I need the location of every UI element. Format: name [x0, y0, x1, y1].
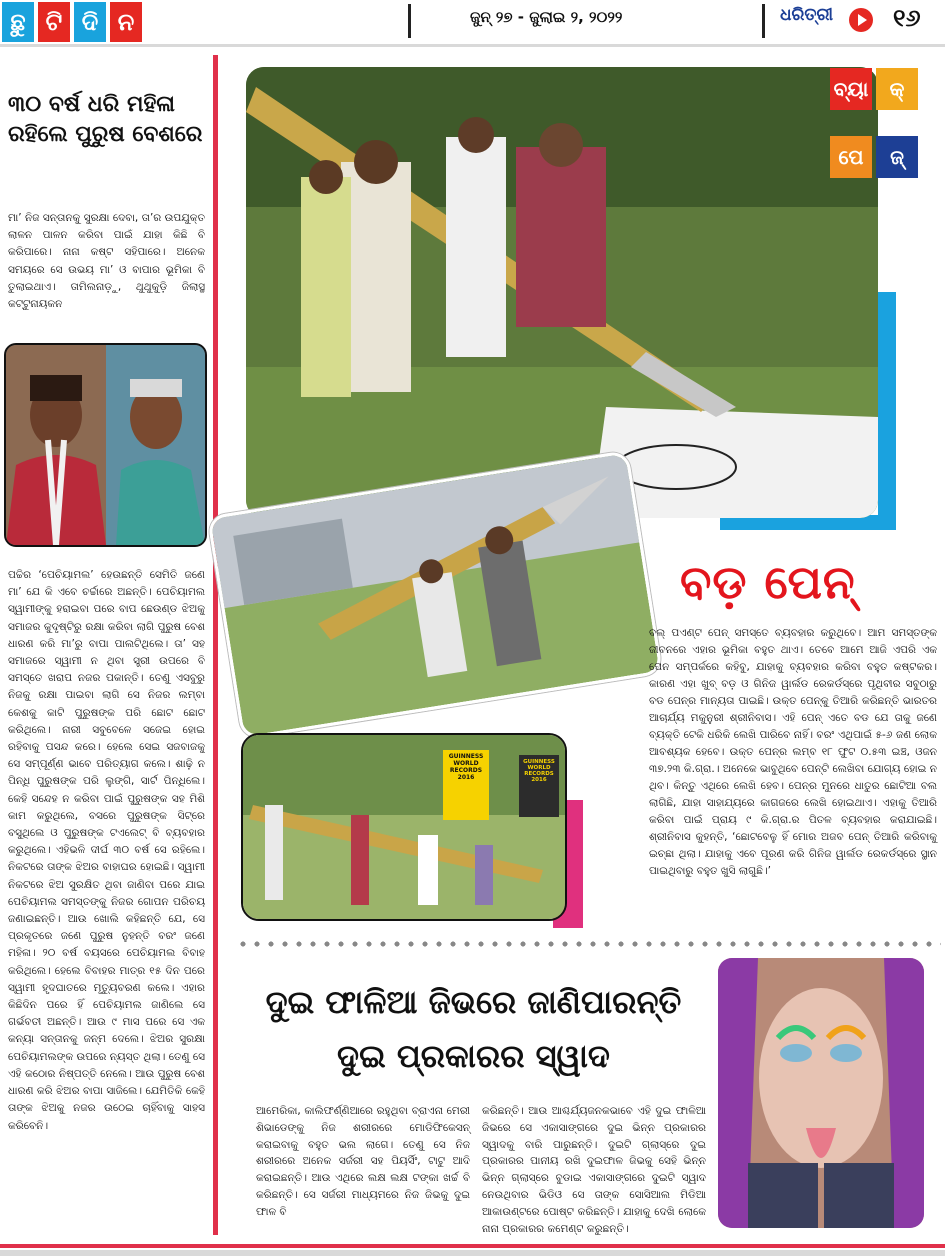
- play-circle-icon: [849, 8, 873, 32]
- left-story-intro: ମା’ ନିଜ ସନ୍ତାନକୁ ସୁରକ୍ଷା ଦେବା, ତା’ର ଉପଯୁକ୍ତ ଲାଳନ ପାଳନ କରିବା ପାଇଁ ଯାହା କିଛି ବି କରିପାରେ। ନାନା କଷ୍ଟ ସହିପାରେ। ଅନେକ ସମୟରେ ସେ ଉଭୟ ମା’ ଓ ବାପାର ଭୂମିକା ବି ତୁଲାଇଥାଏ। ତାମିଲନାଡ଼ୁ, ଥୁଥୁକୁଡ଼ି ଜିଲାସ୍ଥ କଟ୍ଟୁନାୟକନ: [8, 212, 205, 311]
- column-divider: [213, 55, 218, 1235]
- section-logo-letter: ଦି: [74, 2, 106, 42]
- footer-rule: [0, 1244, 945, 1248]
- section-logo-letter: ନ: [110, 2, 142, 42]
- pen-record-photo: [241, 733, 567, 921]
- issue-date: ଜୁନ୍ ୨୭ - ଜୁଲାଇ ୨, ୨୦୨୨: [470, 8, 623, 26]
- left-story-title: ୩୦ ବର୍ଷ ଧରି ମହିଳା ରହିଲେ ପୁରୁଷ ବେଶରେ: [8, 92, 203, 147]
- left-story-photo: [4, 343, 207, 547]
- footer-rule: [0, 1250, 945, 1256]
- back-page-badge-letter: ଜ୍: [876, 136, 918, 178]
- left-story-body: ପଚ୍ଚିର ‘ପେଚିୟାମଲ’ ହେଉଛନ୍ତି ସେମିତି ଜଣେ ମା’ ଯେ କି ଏବେ ଚର୍ଚ୍ଚାରେ ଅଛନ୍ତି। ପେଚିୟାମଲ ସ୍ୱାମୀଙ୍କୁ ହରାଇବା ପରେ ବାପ ଛେଉଣ୍ଡ ଝିଅକୁ ସମାଜର କୁଦୃଷ୍ଟିରୁ ରକ୍ଷା କରିବା ଲାଗି ପୁରୁଷ ବେଶ ଧାରଣ କରି ମା’ରୁ ବାପା ପାଲଟିଥିଲେ। ତା’ ସହ ସମାଜରେ ସ୍ୱାମୀ ନ ଥିବା ସ୍ତ୍ରୀ ଉପରେ ବି ସମସ୍ତେ ଖରାପ ନଜର ପକାନ୍ତି। ତେଣୁ ଏସବୁରୁ ନିଜକୁ ରକ୍ଷା ପାଇବା ଲାଗି ସେ ନିଜର ଲମ୍ବା କେଶକୁ କାଟି ପୁରୁଷଙ୍କ ପରି ଛୋଟ ଛୋଟ କରିଥିଲେ। ନାରୀ ସବୁବେଳେ ସଜେଇ ହୋଇ ରହିବାକୁ ପସନ୍ଦ କରେ। ହେଲେ ସେଇ ସଜବାଜକୁ ସେ ସମ୍ପୂର୍ଣ୍ଣ ଭାବେ ପରିତ୍ୟାଗ କଲେ। ଶାଢ଼ି ନ ପିନ୍ଧି ପୁରୁଷଙ୍କ ପରି ଲୁଙ୍ଗି, ସାର୍ଟ ପିନ୍ଧିଲେ। କେହି ସନ୍ଦେହ ନ କରିବା ପାଇଁ ପୁରୁଷଙ୍କ ସହ ମିଶି କାମ କରୁଥିଲେ, ବସରେ ପୁରୁଷଙ୍କ ସିଟ୍‌ରେ ବସୁଥିଲେ ଓ ପୁରୁଷଙ୍କ ଟଏଲେଟ୍ ବି ବ୍ୟବହାର କରୁଥିଲେ। ଏହିଭଳି ଦୀର୍ଘ ୩୦ ବର୍ଷ ସେ ରହିଲେ। ନିକଟରେ ତାଙ୍କ ଝିଅର ବାହାଘର ହୋଇଛି। ସ୍ୱାମୀ ନିକଟରେ ଝିଅ ସୁରକ୍ଷିତ ଥିବା ଜାଣିବା ପରେ ଯାଇ ପେଚିୟାମଲ ସମସ୍ତଙ୍କୁ ନିଜର ଗୋପନ ପରିଚୟ ଜଣାଇଛନ୍ତି। ଆଉ ଖୋଲି କହିଛନ୍ତି ଯେ, ସେ ପ୍ରକୃତରେ ଜଣେ ପୁରୁଷ ନୁହନ୍ତି ବରଂ ଜଣେ ମହିଳା। ୨୦ ବର୍ଷ ବୟସରେ ପେଚିୟାମଲ ବିବାହ କରିଥିଲେ। ହେଲେ ବିବାହର ମାତ୍ର ୧୫ ଦିନ ପରେ ସ୍ୱାମୀ ହୃଦଘାତରେ ମୃତ୍ୟୁବରଣ କଲେ। ଏହାର କିଛିଦିନ ପରେ ହିଁ ପେଚିୟାମଲ ଜାଣିଲେ ସେ ଗର୍ଭବତୀ ଅଛନ୍ତି। ଆଉ ୯ ମାସ ପରେ ସେ ଏକ କନ୍ୟା ସନ୍ତାନକୁ ଜନ୍ମ ଦେଲେ। ଝିଅର ସୁରକ୍ଷା ପେଚିୟାମଲଙ୍କ ଉପରେ ନ୍ୟସ୍ତ ଥିଲା। ତେଣୁ ସେ ଏହି କଠୋର ନିଷ୍ପତ୍ତି ନେଲେ। ଆଉ ପୁରୁଷ ବେଶ ଧାରଣ କରି ଝିଅର ବାପା ସାଜିଲେ। ଯେମିତିକି କେହି ତାଙ୍କ ଝିଅକୁ ନଜର ଉଠେଇ ଚାହିଁବାକୁ ସାହସ କରିବେନି।: [8, 569, 205, 1132]
- section-logo-letter: ଛୁ: [2, 2, 34, 42]
- accent-bar: [878, 292, 896, 530]
- tongue-story-column: ଆମେରିକା, କାଲିଫର୍ଣ୍ଣିଆରେ ରହୁଥିବା ବ୍ରାଏନା ମେରୀ ଶିଭାଡେଙ୍କୁ ନିଜ ଶରୀରରେ ମୋଡିଫିକେସନ୍ କରାଇବାକୁ ବହୁତ ଭଲ ଲାଗେ। ତେଣୁ ସେ ନିଜ ଶରୀରରେ ଅନେକ ସର୍ଜରୀ ସହ ପିୟର୍ସିଂ, ଟାଟୁ ଆଦି କରାଇଛନ୍ତି। ଆଉ ଏଥିରେ ଲକ୍ଷ ଲକ୍ଷ ଟଙ୍କା ଖର୍ଚ୍ଚ ବି କରିଛନ୍ତି। ସେ ସର୍ଜରୀ ମାଧ୍ୟମରେ ନିଜ ଜିଭକୁ ଦୁଇ ଫାଳ ବି: [256, 1105, 470, 1218]
- tongue-story-headline: ଦୁଇ ଫାଳିଆ ଜିଭରେ ଜାଣିପାରନ୍ତି: [265, 983, 682, 1021]
- header-divider: [408, 4, 411, 38]
- page-header: [0, 0, 945, 46]
- back-page-badge-letter: କ୍: [876, 68, 918, 110]
- section-logo-letter: ଟି: [38, 2, 70, 42]
- header-divider: [762, 4, 765, 38]
- giant-pen-photo: [246, 67, 878, 518]
- publication-name: ଧରିତ୍ରୀ: [780, 5, 834, 25]
- header-rule: [0, 44, 945, 47]
- page-number: ୧୬: [893, 4, 921, 32]
- record-sign-text: GUINNESS WORLD RECORDS 2016: [523, 759, 555, 783]
- record-sign-text: GUINNESS WORLD RECORDS 2016: [448, 753, 484, 781]
- back-page-badge-letter: ବ୍ୟା: [830, 68, 872, 110]
- split-tongue-photo: [718, 958, 924, 1228]
- tongue-story-column: କରିଛନ୍ତି। ଆଉ ଆଶ୍ଚର୍ଯ୍ୟଜନକଭାବେ ଏହି ଦୁଇ ଫାଳିଆ ଜିଭରେ ସେ ଏକାସାଙ୍ଗରେ ଦୁଇ ଭିନ୍ନ ପ୍ରକାରର ସ୍ୱାଦକୁ ବାରି ପାରୁଛନ୍ତି। ଦୁଇଟି ଗ୍ଲାସ୍‌ରେ ଦୁଇ ପ୍ରକାରର ପାନୀୟ ରଖି ଦୁଇଫାଳ ଜିଭକୁ ସେହି ଭିନ୍ନ ଭିନ୍ନ ଗ୍ଲାସ୍‌ରେ ବୁଡାଇ ଏକାସାଙ୍ଗରେ ଦୁଇଟି ସ୍ୱାଦ ନେଉଥିବାର ଭିଡିଓ ସେ ତାଙ୍କ ସୋସିଆଲ ମିଡିଆ ଆକାଉଣ୍ଟରେ ପୋଷ୍ଟ କରିଛନ୍ତି। ଯାହାକୁ ଦେଖି ଲୋକେ ନାନା ପ୍ରକାରର କମେଣ୍ଟ କରୁଛନ୍ତି।: [482, 1105, 706, 1235]
- back-page-badge-letter: ପେ: [830, 136, 872, 178]
- pen-story-body: ବଲ୍ ପଏଣ୍ଟ ପେନ୍ ସମସ୍ତେ ବ୍ୟବହାର କରୁଥିବେ। ଆମ ସମସ୍ତଙ୍କ ଜୀବନରେ ଏହାର ଭୂମିକା ବହୁତ ଥାଏ। ତେବେ ଆମେ ଆଜି ଏପରି ଏକ ପେନ ସମ୍ପର୍କରେ କହିବୁ, ଯାହାକୁ ବ୍ୟବହାର କରିବା ବହୁତ କଷ୍ଟକର। କାରଣ ଏହା ଖୁବ୍ ବଡ଼ ଓ ଗିନିଜ ୱାର୍ଲଡ ରେକର୍ଡସ୍‌ରେ ପୃଥିବୀର ସବୁଠାରୁ ବଡ ପେନ୍‌ର ମାନ୍ୟତା ପାଇଛି। ଉକ୍ତ ପେନ୍‌କୁ ତିଆରି କରିଛନ୍ତି ଭାରତର ଆଚାର୍ଯ୍ୟ ମକୁନୁରୀ ଶ୍ରୀନିବାସ। ଏହି ପେନ୍ ଏତେ ବଡ ଯେ ତାକୁ ଜଣେ ବ୍ୟକ୍ତି ଟେକି ଧରିକି ଲେଖି ପାରିବେ ନାହିଁ। ବରଂ ଏଥିପାଇଁ ୫-୬ ଜଣ ଲୋକ ଆବଶ୍ୟକ ହେବେ। ଉକ୍ତ ପେନ୍‌ର ଲମ୍ବ ୧୮ ଫୁଟ ୦.୫୩ ଇଞ୍ଚ, ଓଜନ ୩୭.୨୩ କି.ଗ୍ରା.। ଅନେକେ ଭାବୁଥିବେ ପେନ୍‌ଟି ଲେଖିବା ଯୋଗ୍ୟ ହୋଇ ନ ଥିବ। କିନ୍ତୁ ଏଥିରେ ଲେଖି ହେବ। ପେନ୍‌ର ମୁନରେ ଧାତୁର ଛୋଟିଆ ବଲ ଲାଗିଛି, ଯାହା ସାହାଯ୍ୟରେ କାଗଜରେ ଲେଖି ହୋଇଥାଏ। ଏହାକୁ ତିଆରି କରିବା ପାଇଁ ପ୍ରାୟ ୯ କି.ଗ୍ରା.ର ପିତଳ ବ୍ୟବହାର କରାଯାଇଛି। ଶ୍ରୀନିବାସ କୁହନ୍ତି, ‘ଛୋଟବେଳୁ ହିଁ ମୋର ଅଜବ ପେନ୍ ତିଆରି କରିବାକୁ ଇଚ୍ଛା ଥିଲା। ଯାହାକୁ ଏବେ ପୂରଣ କରି ଗିନିଜ ୱାର୍ଲଡ ରେକର୍ଡସ୍‌ରେ ସ୍ଥାନ ପାଇଥିବାରୁ ବହୁତ ଖୁସି ଲାଗୁଛି।’: [649, 627, 937, 877]
- tongue-story-headline: ଦୁଇ ପ୍ରକାରର ସ୍ୱାଦ: [337, 1037, 610, 1075]
- section-dotted-divider: [236, 940, 941, 948]
- pen-story-headline: ବଡ଼ ପେନ୍: [680, 555, 856, 609]
